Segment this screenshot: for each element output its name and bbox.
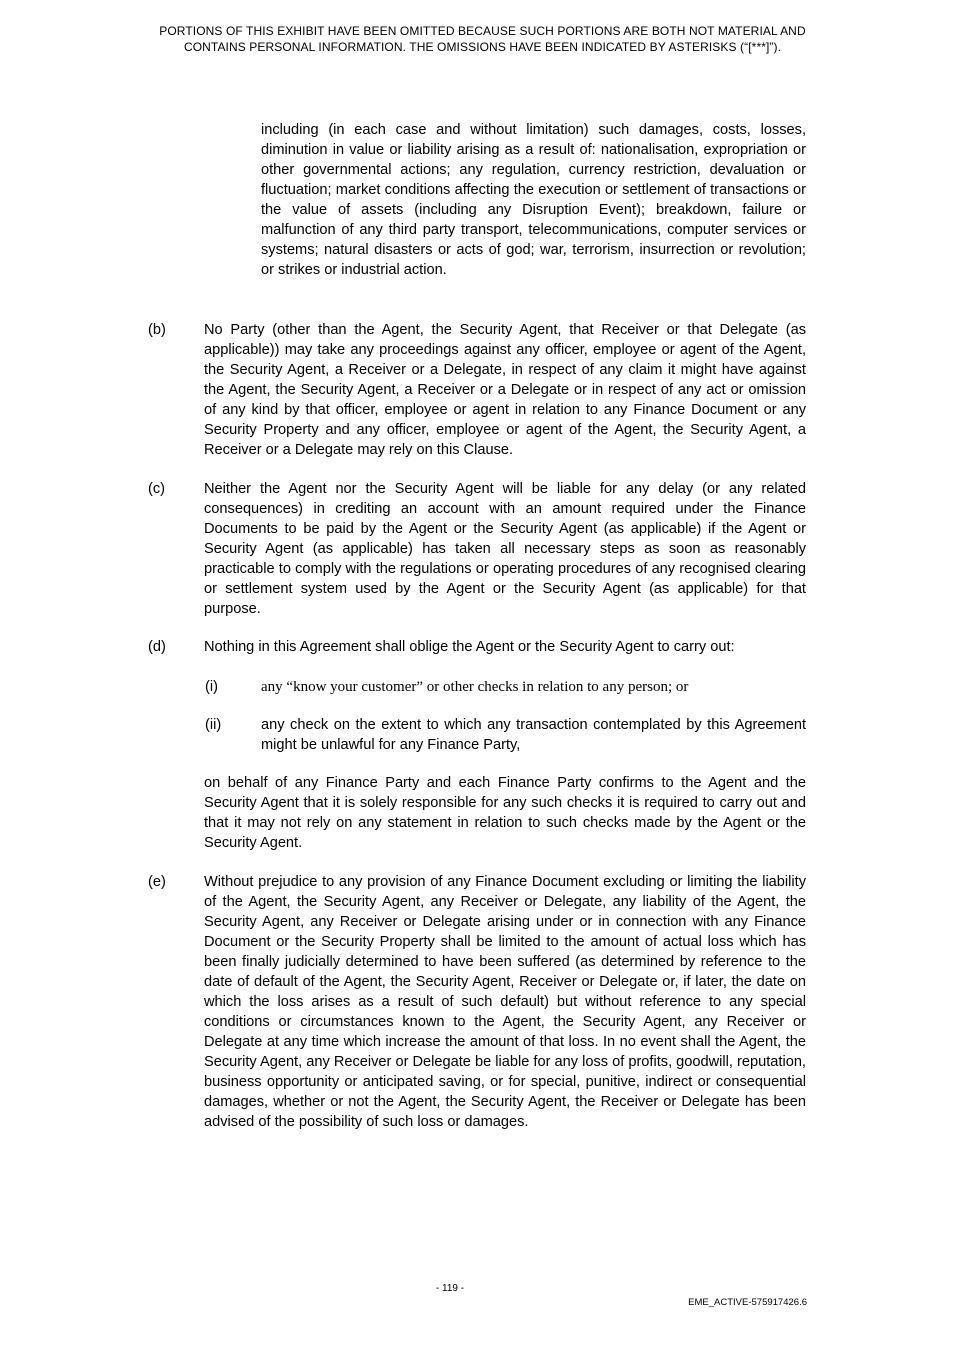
omission-notice: [120, 23, 845, 55]
clause-e-text: Without prejudice to any provision of any Finance Document excluding or limiting the liability of the Agent, the Security Agent, any Receiver or Delegate, any liability of the Agent, the Security Agent, any Receiver or Delegate arising under or in connection with any Finance Document or the Security Property shall be limited to the amount of actual loss which has been finally judicially determined to have been suffered (as determined by reference to the date of default of the Agent, the Security Agent, Receiver or Delegate or, if later, the date on which the loss arises as a result of such default) but without reference to any special conditions or circumstances known to the Agent, the Security Agent, any Receiver or Delegate at any time which increase the amount of that loss. In no event shall the Agent, the Security Agent, any Receiver or Delegate be liable for any loss of profits, goodwill, reputation, business opportunity or anticipated saving, or for special, punitive, indirect or consequential damages, whether or not the Agent, the Security Agent, the Receiver or Delegate has been advised of the possibility of such loss or damages.: [204, 874, 806, 1130]
clause-c-label: (c): [148, 481, 166, 497]
clause-d-sub-i-label: (i): [205, 679, 218, 695]
clause-c-text: Neither the Agent nor the Security Agent will be liable for any delay (or any related consequences) in crediting an account with an amount required under the Finance Documents to be paid by the Agent or the Security Agent (as applicable) if the Agent or Security Agent (as applicable) has taken all necessary steps as soon as reasonably practicable to comply with the regulations or operating procedures of any recognised clearing or settlement system used by the Agent or the Security Agent (as applicable) for that purpose.: [204, 481, 806, 617]
clause-d-sub-ii-text: any check on the extent to which any transaction contemplated by this Agreement might be unlawful for any Finance Party,: [261, 717, 806, 753]
clause-e-label: (e): [148, 874, 166, 890]
omission-notice-line-2: CONTAINS PERSONAL INFORMATION. THE OMISSIONS HAVE BEEN INDICATED BY ASTERISKS (“[***]”).: [183, 40, 782, 54]
clause-d-label: (d): [148, 639, 166, 655]
clause-d-intro: Nothing in this Agreement shall oblige the Agent or the Security Agent to carry out:: [204, 639, 735, 655]
clause-d-tail: on behalf of any Finance Party and each Finance Party confirms to the Agent and the Security Agent that it is solely responsible for any such checks it is required to carry out and that it may not rely on any statement in relation to such checks made by the Agent or the Security Agent.: [204, 775, 806, 851]
clause-b-text: No Party (other than the Agent, the Security Agent, that Receiver or that Delegate (as applicable)) may take any proceedings against any officer, employee or agent of the Agent, the Security Agent, a Receiver or a Delegate, in respect of any claim it might have against the Agent, the Security Agent, a Receiver or a Delegate or in respect of any act or omission of any kind by that officer, employee or agent in relation to any Finance Document or any Security Property and any officer, employee or agent of the Agent, the Security Agent, a Receiver or a Delegate may rely on this Clause.: [204, 322, 806, 458]
page-number: - 119 -: [435, 1283, 465, 1294]
omission-notice-line-1: PORTIONS OF THIS EXHIBIT HAVE BEEN OMITTED BECAUSE SUCH PORTIONS ARE BOTH NOT MATERIAL AND: [159, 24, 806, 38]
clause-b-label: (b): [148, 322, 166, 338]
document-reference: EME_ACTIVE-575917426.6: [688, 1297, 807, 1308]
clause-d-sub-ii-label: (ii): [205, 717, 222, 733]
clause-d-sub-i-text: any “know your customer” or other checks in relation to any person; or: [261, 679, 689, 695]
continuation-paragraph: including (in each case and without limitation) such damages, costs, losses, diminution in value or liability arising as a result of: nationalisation, expropriation or other governmental actions; any regulation, currency restriction, devaluation or fluctuation; market conditions affecting the execution or settlement of transactions or the value of assets (including any Disruption Event); breakdown, failure or malfunction of any third party transport, telecommunications, computer services or systems; natural disasters or acts of god; war, terrorism, insurrection or revolution; or strikes or industrial action.: [261, 122, 806, 278]
